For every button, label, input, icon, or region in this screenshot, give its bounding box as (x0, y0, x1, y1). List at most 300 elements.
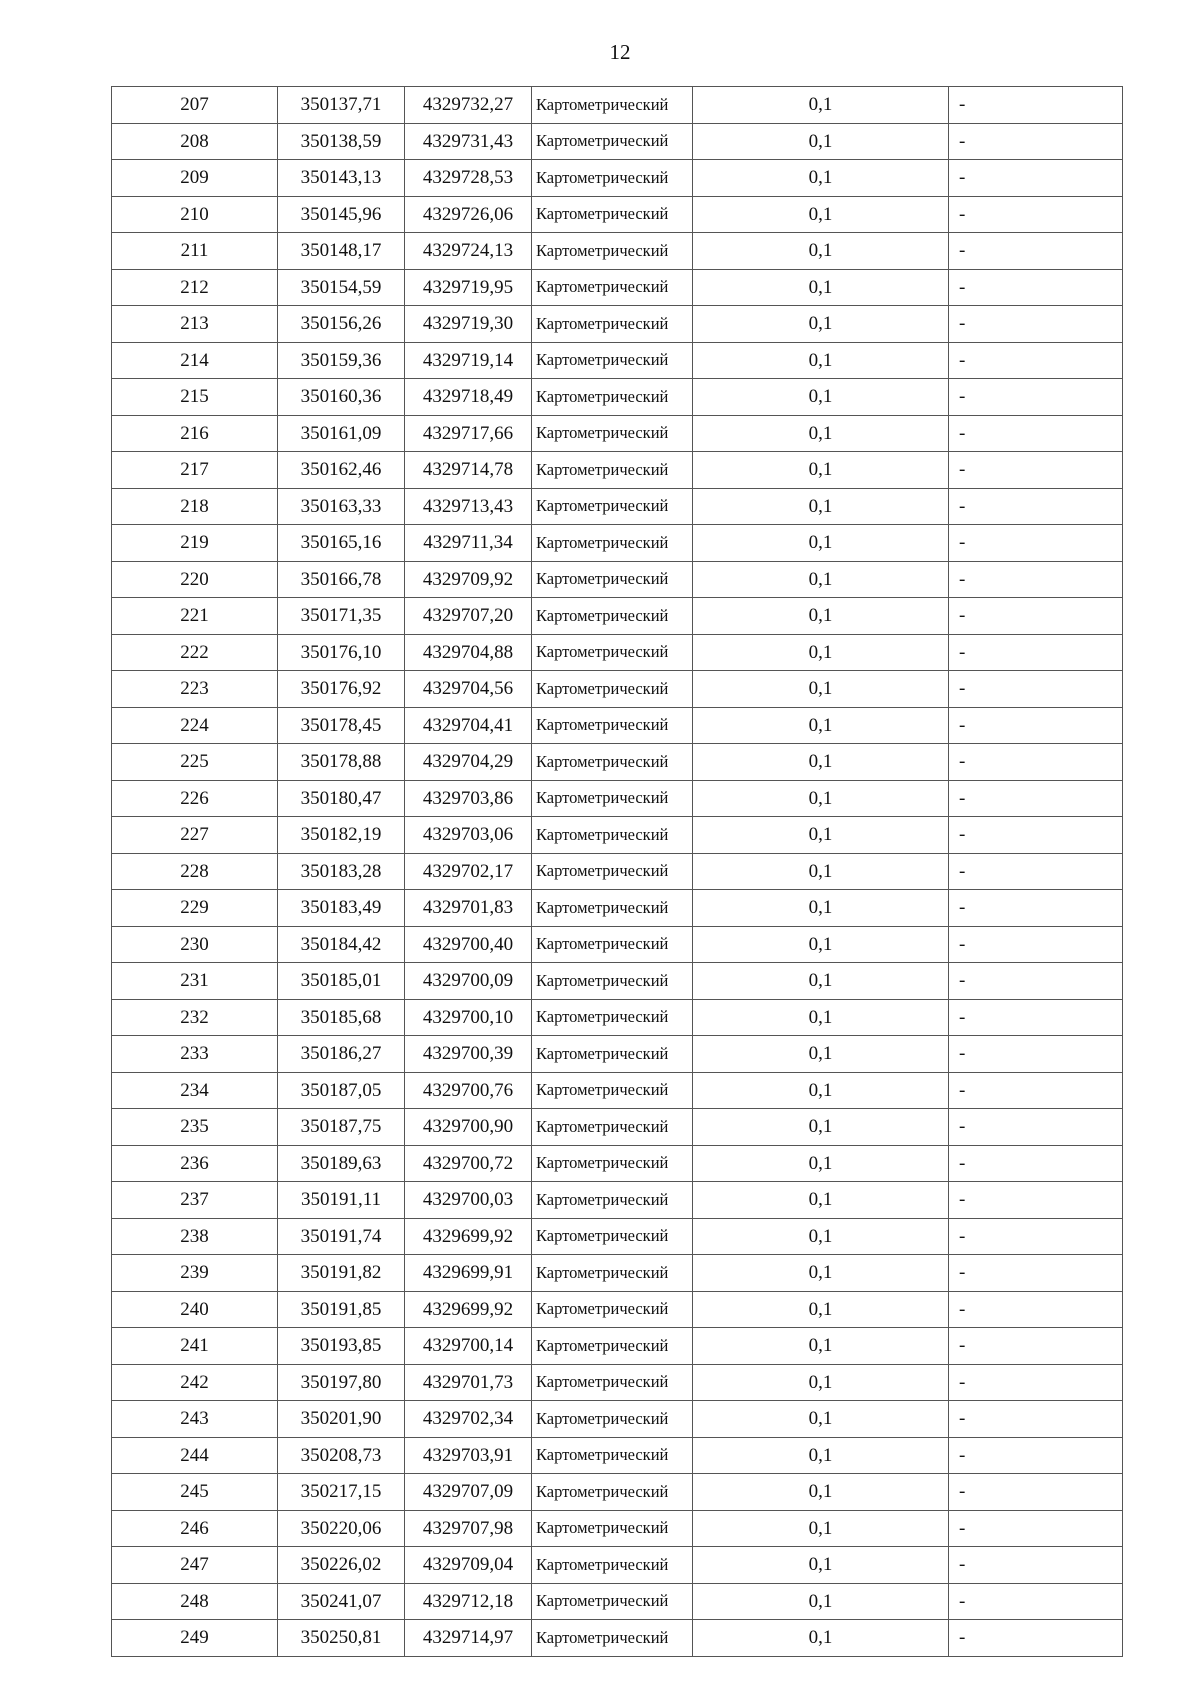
description-cell: - (949, 926, 1123, 963)
accuracy-cell: 0,1 (693, 598, 949, 635)
accuracy-cell: 0,1 (693, 1255, 949, 1292)
coordinate-x-cell: 350145,96 (278, 196, 405, 233)
point-number-cell: 242 (112, 1364, 278, 1401)
table-row (112, 1072, 1123, 1109)
point-number-cell: 241 (112, 1328, 278, 1365)
coordinate-y-cell: 4329717,66 (405, 415, 532, 452)
point-number-cell: 233 (112, 1036, 278, 1073)
coordinate-x-cell: 350184,42 (278, 926, 405, 963)
coordinate-x-cell: 350171,35 (278, 598, 405, 635)
coordinate-y-cell: 4329703,91 (405, 1437, 532, 1474)
description-cell: - (949, 1182, 1123, 1219)
coordinate-y-cell: 4329724,13 (405, 233, 532, 270)
coordinate-x-cell: 350201,90 (278, 1401, 405, 1438)
coordinate-x-cell: 350163,33 (278, 488, 405, 525)
method-cell: Картометрический (532, 233, 693, 270)
coordinate-y-cell: 4329718,49 (405, 379, 532, 416)
coordinate-y-cell: 4329699,91 (405, 1255, 532, 1292)
accuracy-cell: 0,1 (693, 1328, 949, 1365)
point-number-cell: 213 (112, 306, 278, 343)
method-cell: Картометрический (532, 1474, 693, 1511)
description-cell: - (949, 1510, 1123, 1547)
coordinate-y-cell: 4329700,39 (405, 1036, 532, 1073)
method-cell: Картометрический (532, 1437, 693, 1474)
accuracy-cell: 0,1 (693, 1109, 949, 1146)
coordinate-y-cell: 4329719,14 (405, 342, 532, 379)
coordinate-y-cell: 4329700,09 (405, 963, 532, 1000)
coordinate-x-cell: 350226,02 (278, 1547, 405, 1584)
coordinate-y-cell: 4329702,17 (405, 853, 532, 890)
coordinate-y-cell: 4329719,30 (405, 306, 532, 343)
coordinate-x-cell: 350241,07 (278, 1583, 405, 1620)
table-row (112, 1547, 1123, 1584)
method-cell: Картометрический (532, 488, 693, 525)
description-cell: - (949, 233, 1123, 270)
coordinate-x-cell: 350197,80 (278, 1364, 405, 1401)
coordinate-x-cell: 350208,73 (278, 1437, 405, 1474)
point-number-cell: 235 (112, 1109, 278, 1146)
coordinate-x-cell: 350193,85 (278, 1328, 405, 1365)
description-cell: - (949, 999, 1123, 1036)
coordinate-x-cell: 350182,19 (278, 817, 405, 854)
method-cell: Картометрический (532, 1036, 693, 1073)
method-cell: Картометрический (532, 634, 693, 671)
point-number-cell: 211 (112, 233, 278, 270)
coordinate-y-cell: 4329707,98 (405, 1510, 532, 1547)
method-cell: Картометрический (532, 525, 693, 562)
description-cell: - (949, 744, 1123, 781)
table-row (112, 1145, 1123, 1182)
accuracy-cell: 0,1 (693, 926, 949, 963)
method-cell: Картометрический (532, 87, 693, 124)
coordinate-y-cell: 4329704,41 (405, 707, 532, 744)
coordinate-x-cell: 350189,63 (278, 1145, 405, 1182)
point-number-cell: 238 (112, 1218, 278, 1255)
coordinate-x-cell: 350161,09 (278, 415, 405, 452)
accuracy-cell: 0,1 (693, 160, 949, 197)
table-row (112, 707, 1123, 744)
coordinate-y-cell: 4329711,34 (405, 525, 532, 562)
description-cell: - (949, 1328, 1123, 1365)
point-number-cell: 209 (112, 160, 278, 197)
coordinate-x-cell: 350137,71 (278, 87, 405, 124)
coordinate-y-cell: 4329707,09 (405, 1474, 532, 1511)
description-cell: - (949, 1401, 1123, 1438)
description-cell: - (949, 817, 1123, 854)
coordinate-y-cell: 4329714,78 (405, 452, 532, 489)
method-cell: Картометрический (532, 1510, 693, 1547)
accuracy-cell: 0,1 (693, 525, 949, 562)
coordinate-y-cell: 4329700,76 (405, 1072, 532, 1109)
accuracy-cell: 0,1 (693, 415, 949, 452)
coordinate-x-cell: 350191,11 (278, 1182, 405, 1219)
point-number-cell: 245 (112, 1474, 278, 1511)
point-number-cell: 221 (112, 598, 278, 635)
accuracy-cell: 0,1 (693, 1036, 949, 1073)
description-cell: - (949, 1620, 1123, 1657)
point-number-cell: 216 (112, 415, 278, 452)
coordinate-x-cell: 350191,85 (278, 1291, 405, 1328)
point-number-cell: 244 (112, 1437, 278, 1474)
point-number-cell: 247 (112, 1547, 278, 1584)
description-cell: - (949, 1291, 1123, 1328)
accuracy-cell: 0,1 (693, 634, 949, 671)
accuracy-cell: 0,1 (693, 1437, 949, 1474)
method-cell: Картометрический (532, 306, 693, 343)
table-row (112, 233, 1123, 270)
coordinate-x-cell: 350156,26 (278, 306, 405, 343)
coordinate-x-cell: 350250,81 (278, 1620, 405, 1657)
coordinate-y-cell: 4329699,92 (405, 1291, 532, 1328)
coordinate-x-cell: 350178,45 (278, 707, 405, 744)
description-cell: - (949, 1072, 1123, 1109)
description-cell: - (949, 1255, 1123, 1292)
accuracy-cell: 0,1 (693, 817, 949, 854)
coordinate-x-cell: 350176,92 (278, 671, 405, 708)
method-cell: Картометрический (532, 269, 693, 306)
table-row (112, 123, 1123, 160)
coordinate-y-cell: 4329701,73 (405, 1364, 532, 1401)
accuracy-cell: 0,1 (693, 1291, 949, 1328)
description-cell: - (949, 1547, 1123, 1584)
coordinate-x-cell: 350183,28 (278, 853, 405, 890)
accuracy-cell: 0,1 (693, 890, 949, 927)
method-cell: Картометрический (532, 744, 693, 781)
point-number-cell: 207 (112, 87, 278, 124)
table-row (112, 744, 1123, 781)
accuracy-cell: 0,1 (693, 269, 949, 306)
description-cell: - (949, 853, 1123, 890)
coordinates-table-body (112, 87, 1123, 1657)
accuracy-cell: 0,1 (693, 1182, 949, 1219)
coordinate-y-cell: 4329703,86 (405, 780, 532, 817)
accuracy-cell: 0,1 (693, 1364, 949, 1401)
accuracy-cell: 0,1 (693, 196, 949, 233)
table-row (112, 780, 1123, 817)
point-number-cell: 229 (112, 890, 278, 927)
description-cell: - (949, 269, 1123, 306)
point-number-cell: 227 (112, 817, 278, 854)
table-row (112, 1583, 1123, 1620)
coordinate-x-cell: 350159,36 (278, 342, 405, 379)
point-number-cell: 219 (112, 525, 278, 562)
coordinate-y-cell: 4329728,53 (405, 160, 532, 197)
method-cell: Картометрический (532, 963, 693, 1000)
table-row (112, 890, 1123, 927)
accuracy-cell: 0,1 (693, 123, 949, 160)
description-cell: - (949, 379, 1123, 416)
table-row (112, 452, 1123, 489)
method-cell: Картометрический (532, 890, 693, 927)
table-row (112, 963, 1123, 1000)
accuracy-cell: 0,1 (693, 1583, 949, 1620)
method-cell: Картометрический (532, 780, 693, 817)
accuracy-cell: 0,1 (693, 1072, 949, 1109)
accuracy-cell: 0,1 (693, 1510, 949, 1547)
method-cell: Картометрический (532, 1547, 693, 1584)
point-number-cell: 230 (112, 926, 278, 963)
method-cell: Картометрический (532, 817, 693, 854)
table-row (112, 379, 1123, 416)
coordinate-y-cell: 4329712,18 (405, 1583, 532, 1620)
coordinate-x-cell: 350191,82 (278, 1255, 405, 1292)
description-cell: - (949, 452, 1123, 489)
method-cell: Картометрический (532, 1291, 693, 1328)
method-cell: Картометрический (532, 415, 693, 452)
point-number-cell: 234 (112, 1072, 278, 1109)
table-row (112, 1364, 1123, 1401)
table-row (112, 87, 1123, 124)
method-cell: Картометрический (532, 999, 693, 1036)
coordinate-y-cell: 4329700,10 (405, 999, 532, 1036)
method-cell: Картометрический (532, 598, 693, 635)
method-cell: Картометрический (532, 707, 693, 744)
point-number-cell: 228 (112, 853, 278, 890)
accuracy-cell: 0,1 (693, 379, 949, 416)
table-row (112, 634, 1123, 671)
point-number-cell: 248 (112, 1583, 278, 1620)
table-row (112, 1255, 1123, 1292)
coordinate-x-cell: 350176,10 (278, 634, 405, 671)
table-row (112, 269, 1123, 306)
point-number-cell: 217 (112, 452, 278, 489)
coordinate-x-cell: 350143,13 (278, 160, 405, 197)
coordinate-y-cell: 4329702,34 (405, 1401, 532, 1438)
accuracy-cell: 0,1 (693, 671, 949, 708)
accuracy-cell: 0,1 (693, 561, 949, 598)
point-number-cell: 220 (112, 561, 278, 598)
point-number-cell: 240 (112, 1291, 278, 1328)
coordinate-x-cell: 350217,15 (278, 1474, 405, 1511)
coordinate-x-cell: 350186,27 (278, 1036, 405, 1073)
description-cell: - (949, 1145, 1123, 1182)
point-number-cell: 214 (112, 342, 278, 379)
table-row (112, 196, 1123, 233)
table-row (112, 926, 1123, 963)
description-cell: - (949, 306, 1123, 343)
accuracy-cell: 0,1 (693, 233, 949, 270)
method-cell: Картометрический (532, 926, 693, 963)
description-cell: - (949, 123, 1123, 160)
description-cell: - (949, 488, 1123, 525)
coordinate-x-cell: 350166,78 (278, 561, 405, 598)
coordinate-y-cell: 4329709,04 (405, 1547, 532, 1584)
description-cell: - (949, 1474, 1123, 1511)
description-cell: - (949, 87, 1123, 124)
coordinate-y-cell: 4329709,92 (405, 561, 532, 598)
description-cell: - (949, 890, 1123, 927)
table-row (112, 1328, 1123, 1365)
method-cell: Картометрический (532, 379, 693, 416)
point-number-cell: 226 (112, 780, 278, 817)
accuracy-cell: 0,1 (693, 1145, 949, 1182)
table-row (112, 306, 1123, 343)
method-cell: Картометрический (532, 1218, 693, 1255)
coordinate-x-cell: 350185,01 (278, 963, 405, 1000)
method-cell: Картометрический (532, 196, 693, 233)
method-cell: Картометрический (532, 1620, 693, 1657)
table-row (112, 1036, 1123, 1073)
coordinate-y-cell: 4329699,92 (405, 1218, 532, 1255)
method-cell: Картометрический (532, 1364, 693, 1401)
coordinate-x-cell: 350191,74 (278, 1218, 405, 1255)
method-cell: Картометрический (532, 452, 693, 489)
table-row (112, 598, 1123, 635)
coordinate-x-cell: 350165,16 (278, 525, 405, 562)
coordinate-x-cell: 350183,49 (278, 890, 405, 927)
description-cell: - (949, 963, 1123, 1000)
coordinate-y-cell: 4329731,43 (405, 123, 532, 160)
method-cell: Картометрический (532, 1182, 693, 1219)
description-cell: - (949, 1036, 1123, 1073)
description-cell: - (949, 1109, 1123, 1146)
point-number-cell: 208 (112, 123, 278, 160)
coordinates-table (111, 86, 1123, 1657)
coordinate-y-cell: 4329700,72 (405, 1145, 532, 1182)
coordinate-y-cell: 4329700,40 (405, 926, 532, 963)
coordinate-y-cell: 4329704,29 (405, 744, 532, 781)
table-row (112, 342, 1123, 379)
method-cell: Картометрический (532, 1328, 693, 1365)
accuracy-cell: 0,1 (693, 1401, 949, 1438)
point-number-cell: 225 (112, 744, 278, 781)
coordinate-x-cell: 350178,88 (278, 744, 405, 781)
method-cell: Картометрический (532, 853, 693, 890)
point-number-cell: 243 (112, 1401, 278, 1438)
description-cell: - (949, 634, 1123, 671)
coordinate-y-cell: 4329700,90 (405, 1109, 532, 1146)
description-cell: - (949, 160, 1123, 197)
table-row (112, 1437, 1123, 1474)
coordinate-x-cell: 350185,68 (278, 999, 405, 1036)
method-cell: Картометрический (532, 1145, 693, 1182)
accuracy-cell: 0,1 (693, 1547, 949, 1584)
accuracy-cell: 0,1 (693, 853, 949, 890)
accuracy-cell: 0,1 (693, 707, 949, 744)
coordinate-y-cell: 4329700,03 (405, 1182, 532, 1219)
table-row (112, 488, 1123, 525)
description-cell: - (949, 780, 1123, 817)
table-row (112, 671, 1123, 708)
point-number-cell: 212 (112, 269, 278, 306)
method-cell: Картометрический (532, 160, 693, 197)
description-cell: - (949, 342, 1123, 379)
point-number-cell: 210 (112, 196, 278, 233)
description-cell: - (949, 196, 1123, 233)
table-row (112, 1620, 1123, 1657)
table-row (112, 853, 1123, 890)
point-number-cell: 231 (112, 963, 278, 1000)
description-cell: - (949, 415, 1123, 452)
method-cell: Картометрический (532, 1583, 693, 1620)
table-row (112, 561, 1123, 598)
method-cell: Картометрический (532, 561, 693, 598)
point-number-cell: 237 (112, 1182, 278, 1219)
accuracy-cell: 0,1 (693, 306, 949, 343)
coordinate-x-cell: 350220,06 (278, 1510, 405, 1547)
method-cell: Картометрический (532, 1401, 693, 1438)
method-cell: Картометрический (532, 1109, 693, 1146)
coordinate-x-cell: 350187,05 (278, 1072, 405, 1109)
table-row (112, 1218, 1123, 1255)
coordinate-y-cell: 4329704,88 (405, 634, 532, 671)
table-row (112, 415, 1123, 452)
accuracy-cell: 0,1 (693, 452, 949, 489)
description-cell: - (949, 598, 1123, 635)
table-row (112, 1291, 1123, 1328)
coordinate-y-cell: 4329714,97 (405, 1620, 532, 1657)
accuracy-cell: 0,1 (693, 342, 949, 379)
table-row (112, 1401, 1123, 1438)
coordinate-y-cell: 4329703,06 (405, 817, 532, 854)
page-number: 12 (609, 40, 631, 64)
method-cell: Картометрический (532, 1255, 693, 1292)
table-row (112, 1109, 1123, 1146)
point-number-cell: 236 (112, 1145, 278, 1182)
method-cell: Картометрический (532, 123, 693, 160)
point-number-cell: 232 (112, 999, 278, 1036)
accuracy-cell: 0,1 (693, 87, 949, 124)
accuracy-cell: 0,1 (693, 744, 949, 781)
description-cell: - (949, 1583, 1123, 1620)
point-number-cell: 223 (112, 671, 278, 708)
description-cell: - (949, 1364, 1123, 1401)
method-cell: Картометрический (532, 671, 693, 708)
point-number-cell: 224 (112, 707, 278, 744)
point-number-cell: 239 (112, 1255, 278, 1292)
point-number-cell: 215 (112, 379, 278, 416)
description-cell: - (949, 707, 1123, 744)
point-number-cell: 222 (112, 634, 278, 671)
coordinate-y-cell: 4329701,83 (405, 890, 532, 927)
accuracy-cell: 0,1 (693, 963, 949, 1000)
description-cell: - (949, 671, 1123, 708)
coordinate-y-cell: 4329719,95 (405, 269, 532, 306)
coordinate-y-cell: 4329704,56 (405, 671, 532, 708)
accuracy-cell: 0,1 (693, 1620, 949, 1657)
coordinate-x-cell: 350187,75 (278, 1109, 405, 1146)
table-row (112, 999, 1123, 1036)
method-cell: Картометрический (532, 1072, 693, 1109)
table-row (112, 1510, 1123, 1547)
table-row (112, 1182, 1123, 1219)
coordinate-x-cell: 350180,47 (278, 780, 405, 817)
description-cell: - (949, 1437, 1123, 1474)
table-row (112, 817, 1123, 854)
point-number-cell: 246 (112, 1510, 278, 1547)
description-cell: - (949, 1218, 1123, 1255)
accuracy-cell: 0,1 (693, 1474, 949, 1511)
accuracy-cell: 0,1 (693, 999, 949, 1036)
accuracy-cell: 0,1 (693, 780, 949, 817)
description-cell: - (949, 561, 1123, 598)
description-cell: - (949, 525, 1123, 562)
coordinate-x-cell: 350138,59 (278, 123, 405, 160)
coordinate-y-cell: 4329700,14 (405, 1328, 532, 1365)
coordinate-y-cell: 4329726,06 (405, 196, 532, 233)
point-number-cell: 218 (112, 488, 278, 525)
coordinate-x-cell: 350154,59 (278, 269, 405, 306)
point-number-cell: 249 (112, 1620, 278, 1657)
coordinate-x-cell: 350148,17 (278, 233, 405, 270)
table-row (112, 160, 1123, 197)
method-cell: Картометрический (532, 342, 693, 379)
coordinate-x-cell: 350160,36 (278, 379, 405, 416)
table-row (112, 1474, 1123, 1511)
accuracy-cell: 0,1 (693, 488, 949, 525)
table-row (112, 525, 1123, 562)
accuracy-cell: 0,1 (693, 1218, 949, 1255)
